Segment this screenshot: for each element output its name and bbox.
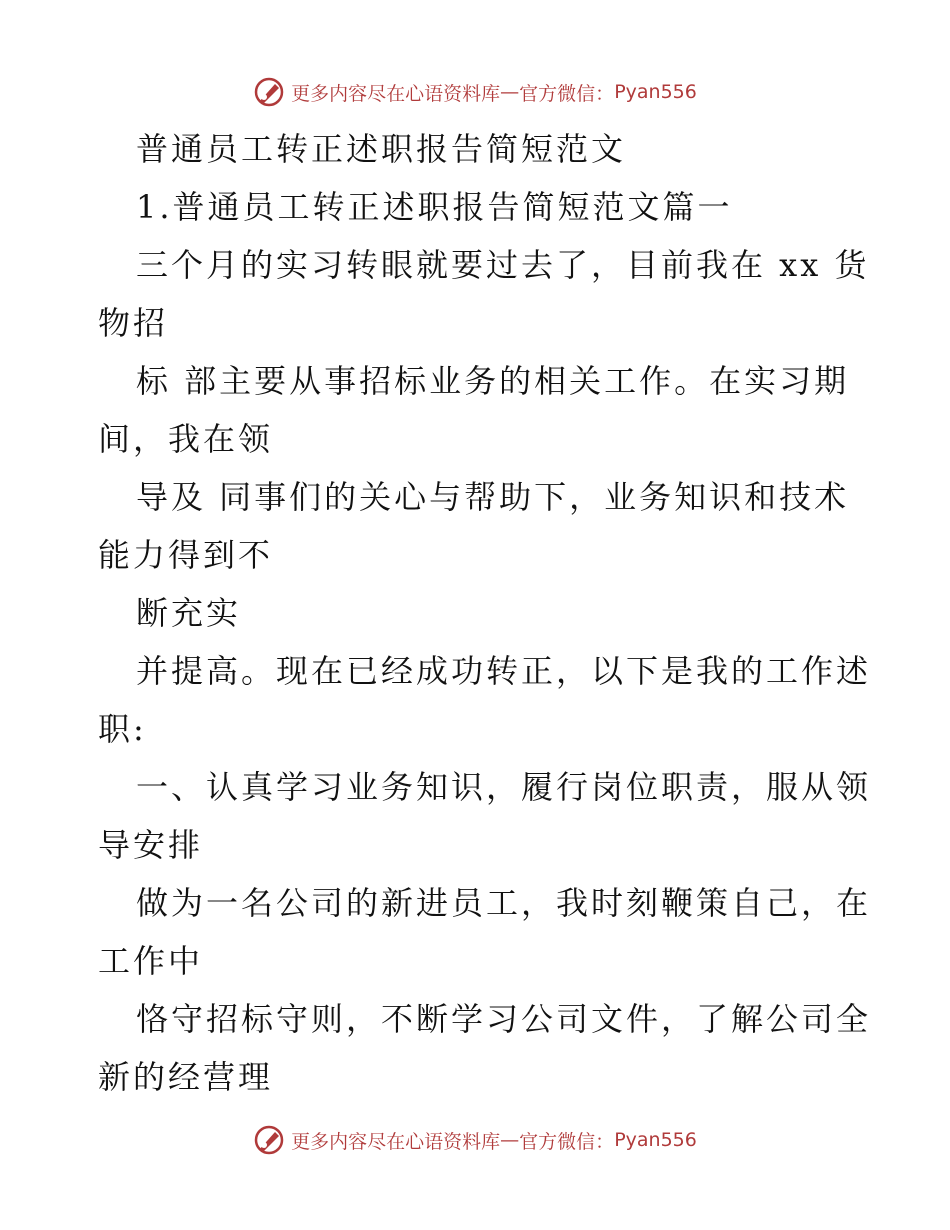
banner-wechat-label: 官方微信： [519,1130,615,1153]
pen-logo-icon [253,1124,285,1156]
pen-logo-icon [253,76,285,108]
banner-wechat-label: 官方微信： [519,82,615,105]
text-line: 并提高。现在已经成功转正，以下是我的工作述 [136,652,872,690]
text-line: 导及 同事们的关心与帮助下，业务知识和技术 [136,478,850,516]
text-line: 三个月的实习转眼就要过去了，目前我在 xx 货 [136,246,870,284]
text-line: 导安排 [98,826,204,864]
banner-text: 更多内容尽在心语资料库 [291,1130,501,1153]
text-line: 做为一名公司的新进员工，我时刻鞭策自己，在 [136,884,872,922]
banner-dash: — [500,81,520,103]
text-line: 职: [98,710,147,748]
footer-banner [0,1120,950,1160]
section-heading: 1.普通员工转正述职报告简短范文篇一 [136,188,733,226]
text-line: 工作中 [98,942,204,980]
document-title: 普通员工转正述职报告简短范文 [136,130,627,168]
header-banner [0,72,950,112]
text-line: 物招 [98,304,169,342]
subsection-heading: 一、认真学习业务知识，履行岗位职责，服从领 [136,768,872,806]
document-body [98,120,872,1106]
text-line: 标 部主要从事招标业务的相关工作。在实习期 [136,362,850,400]
text-line: 新的经营理 [98,1058,274,1096]
text-line: 间，我在领 [98,420,274,458]
text-line: 恪守招标守则，不断学习公司文件，了解公司全 [136,1000,872,1038]
banner-wechat-id: Pyan556 [614,81,697,103]
banner-dash: — [500,1129,520,1151]
text-line: 断充实 [136,594,242,632]
text-line: 能力得到不 [98,536,274,574]
banner-wechat-id: Pyan556 [614,1129,697,1151]
banner-text: 更多内容尽在心语资料库 [291,82,501,105]
